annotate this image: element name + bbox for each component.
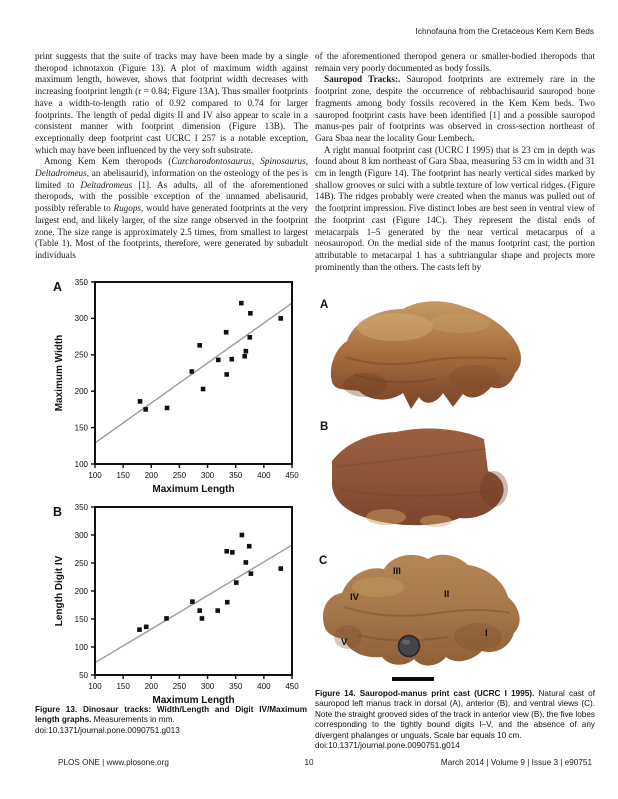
- svg-text:250: 250: [172, 471, 187, 480]
- svg-text:250: 250: [172, 682, 187, 691]
- left-column: [35, 51, 308, 262]
- footer-journal: PLOS ONE | www.plosone.org: [58, 758, 169, 767]
- body-text-run: A right manual footprint cast (UCRC I 1995) that is 23 cm in depth was found about 8 km northeast of Gara Sbaa, measuring 53 cm in width and 31 cm in length (Figure 14). The footprint has nearly vertical sides marked by shallow grooves or sulci with a subtle texture of low vertical ridges. (Figure 14B). The ridges probably were created when the manus was pulled out of the footprint impression. Five distinct lobes are best seen in ventral view of the footprint cast (Figure 14C). They represent the distal ends of metacarpals 1–5 generated by the near vertical metacarpus of a neosauropod. On the medial side of the manus footprint cast, the portion attributable to metacarpal 1 has a subtriangular shape and projects more prominently than the others. The casts left by: [315, 144, 595, 272]
- body-text-run: of the aforementioned theropod genera or smaller-bodied theropods that remain very poorly documented as body fossils.: [315, 51, 595, 73]
- taxon-name: Carcharodontosaurus, Spinosaurus, Deltadromeus: [35, 156, 309, 179]
- svg-text:150: 150: [74, 423, 88, 433]
- coin-scale-object: [399, 636, 420, 657]
- body-paragraph: [315, 74, 595, 144]
- svg-text:450: 450: [285, 682, 299, 691]
- svg-text:Maximum Length: Maximum Length: [152, 695, 235, 706]
- body-paragraph: [315, 145, 595, 274]
- svg-text:150: 150: [74, 614, 88, 624]
- svg-text:50: 50: [79, 670, 88, 680]
- svg-text:350: 350: [229, 471, 243, 480]
- figure14-doi: doi:10.1371/journal.pone.0090751.g014: [315, 741, 460, 751]
- figure14-photo-c: [318, 547, 532, 677]
- figure13-caption-text: Measurements in mm.: [91, 715, 175, 725]
- svg-text:400: 400: [257, 471, 271, 480]
- svg-text:150: 150: [116, 471, 130, 480]
- svg-text:350: 350: [74, 277, 88, 287]
- lobe-label-iv: IV: [350, 592, 359, 603]
- svg-text:200: 200: [74, 586, 88, 596]
- svg-text:200: 200: [144, 682, 158, 691]
- lobe-label-v: V: [341, 637, 348, 648]
- body-text-run: Among Kem Kem theropods (: [44, 156, 172, 167]
- svg-text:200: 200: [144, 471, 158, 480]
- body-paragraph: [315, 51, 595, 74]
- footer-issue-info: March 2014 | Volume 9 | Issue 3 | e90751: [440, 758, 592, 767]
- chart-panel-letter: A: [53, 280, 63, 294]
- figure13-caption: [35, 705, 307, 736]
- figure14-photo-b: [326, 419, 516, 540]
- lobe-label-ii: II: [444, 589, 450, 600]
- right-column: [315, 51, 595, 273]
- body-paragraph: [35, 156, 308, 261]
- lobe-label-iii: III: [393, 566, 401, 577]
- body-text-run: , would have generated footprints at the very largest end, and likely larger, of the size range observed in the footprint zone. The size range is approximately 2.5 times, from smallest to largest (Table 1). Most of the footprints, therefore, were generated by subadult individuals: [35, 203, 308, 260]
- scale-bar: [392, 677, 434, 681]
- figure13-caption-title: Figure 13. Dinosaur tracks: Width/Length and Digit IV/Maximum length graphs.: [35, 705, 307, 725]
- figure14-panel-a-label: A: [320, 299, 329, 311]
- svg-text:Maximum Width: Maximum Width: [54, 334, 65, 412]
- running-title: Ichnofauna from the Cretaceous Kem Kem Beds: [415, 26, 594, 36]
- svg-text:200: 200: [74, 387, 88, 396]
- svg-text:Maximum Length: Maximum Length: [152, 484, 235, 495]
- body-text-run: [1]. As adults, all of the aforementioned theropods, with the possible exception of the unnamed abelisaurid, possibly referable to: [35, 179, 308, 214]
- section-run-heading: Sauropod Tracks:.: [324, 74, 401, 85]
- svg-text:350: 350: [229, 682, 243, 691]
- svg-text:150: 150: [116, 682, 130, 691]
- svg-text:450: 450: [285, 471, 299, 480]
- body-paragraph: [35, 51, 308, 156]
- body-text-run: , an abelisaurid), information on the osteology of the pes is limited to: [35, 168, 308, 190]
- figure13-doi: doi:10.1371/journal.pone.0090751.g013: [35, 725, 180, 735]
- figure14-caption-title: Figure 14. Sauropod-manus print cast (UCRC I 1995).: [315, 689, 535, 698]
- svg-text:300: 300: [74, 314, 88, 324]
- svg-text:250: 250: [74, 350, 88, 360]
- svg-text:400: 400: [257, 682, 271, 691]
- figure14-panel-c-label: C: [319, 555, 328, 567]
- svg-text:100: 100: [74, 642, 88, 652]
- svg-text:Length Digit IV: Length Digit IV: [54, 555, 65, 627]
- chart-panel-letter: B: [53, 505, 63, 519]
- taxon-name: Rugops: [113, 203, 142, 214]
- footer-page-number: 10: [304, 758, 314, 767]
- figure14-panel-b-label: B: [320, 421, 329, 433]
- body-text-run: print suggests that the suite of tracks may have been made by a single theropod ichnotaxon (Figure 13). A plot of maximum width against maximum length, however, shows that footprint width decreases with increasing footprint length (r = 0.84; Figure 13A). Thus smaller footprints have a width-to-length ratio of 0.92 compared to 0.74 for larger footprints. The length of pedal digits II and IV also appear to scale in a consistent manner with footprint dimension (Figure 13B). The exceptionally deep footprint cast UCRC I 257 is a notable exception, which may have been influenced by the very soft substrate.: [35, 51, 308, 155]
- svg-text:100: 100: [88, 682, 102, 691]
- figure13-chart-a: [51, 274, 301, 498]
- svg-text:350: 350: [74, 502, 88, 512]
- body-text-run: Sauropod footprints are extremely rare in the footprint zone, despite the occurrence of rebbachisaurid sauropod bone fragments among body fossils recovered in the Kem Kem beds. Two sauropod footprint casts have been identified [1] and a possible sauropod manus-pes pair of footprints was observed in cross-section northeast of Gara Sbaa near the locality Gour Lembech.: [315, 74, 595, 143]
- svg-text:100: 100: [88, 471, 102, 480]
- svg-text:100: 100: [74, 459, 88, 469]
- svg-text:300: 300: [200, 471, 215, 480]
- svg-text:250: 250: [74, 558, 88, 568]
- figure14-caption-text: Natural cast of sauropod left manus track in dorsal (A), anterior (B), and ventral views (C). Note the straight grooved sides of the track in anterior view (B), the five lobes corresponding to the tightly bound digits I–V, and the absence of any divergent phalanges or unguals. Scale bar equals 10 cm.: [315, 689, 596, 740]
- svg-text:300: 300: [200, 682, 215, 691]
- lobe-label-i: I: [485, 628, 488, 639]
- figure13-chart-b: [51, 499, 301, 709]
- taxon-name: Deltadromeus: [80, 179, 133, 190]
- figure14-photo-a: [325, 297, 530, 419]
- figure14-caption: [315, 689, 595, 751]
- svg-text:300: 300: [74, 530, 88, 540]
